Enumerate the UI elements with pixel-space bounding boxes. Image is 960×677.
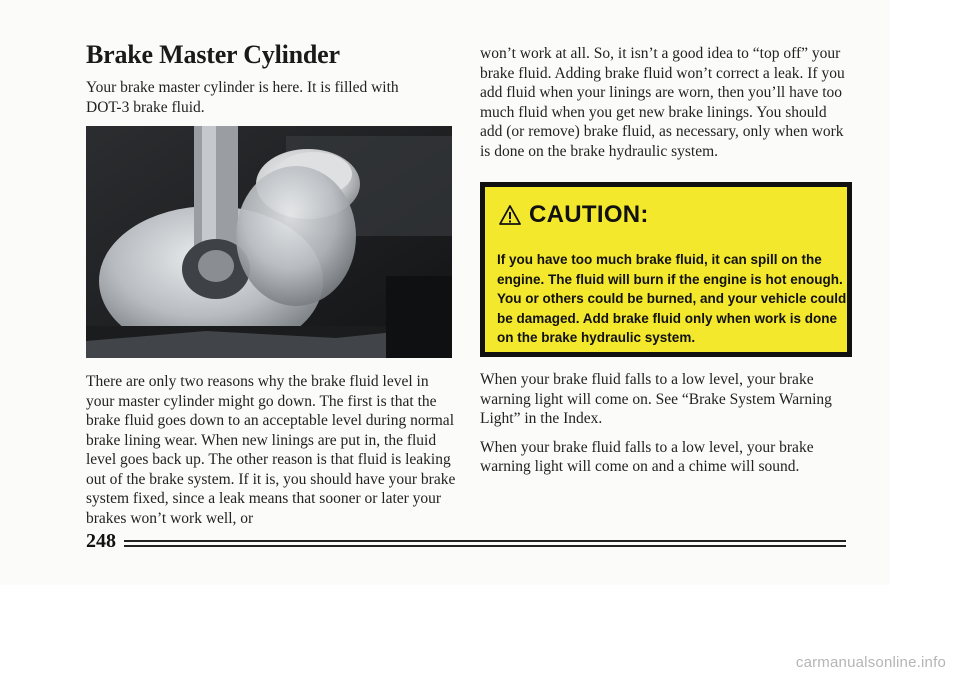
warning-triangle-icon bbox=[499, 205, 521, 225]
right-bottom-text bbox=[480, 370, 852, 477]
caution-box bbox=[480, 182, 852, 357]
caution-panel bbox=[485, 187, 847, 352]
warning-light-paragraph: When your brake fluid falls to a low level, your brake warning light will come on. See “Brake System Warning Light” in the Index. bbox=[480, 371, 832, 427]
caution-header bbox=[499, 201, 649, 229]
intro-paragraph: Your brake master cylinder is here. It is filled with DOT-3 brake fluid. bbox=[86, 79, 399, 116]
chime-paragraph: When your brake fluid falls to a low level, your brake warning light will come on and a chime will sound. bbox=[480, 438, 814, 475]
master-cylinder-photo bbox=[86, 126, 452, 358]
photo-illustration bbox=[86, 126, 452, 358]
caution-text: If you have too much brake fluid, it can spill on the engine. The fluid will burn if the engine is hot enough. You or others could be burned, and your vehicle could be damaged. Add brake fluid only when work is done on the brake hydraulic system. bbox=[497, 252, 847, 345]
left-column-header bbox=[86, 40, 458, 117]
top-off-paragraph: won’t work at all. So, it isn’t a good idea to “top off” your brake fluid. Adding brake fluid won’t correct a leak. If you add fluid when your linings are worn, then you’ll have too much fluid when you get new brake linings. You should add (or remove) brake fluid, as necessary, only when work is done on the brake hydraulic system. bbox=[480, 45, 845, 160]
right-column bbox=[480, 44, 852, 161]
footer-rule-bottom bbox=[124, 545, 846, 547]
site-watermark: carmanualsonline.info bbox=[795, 654, 946, 671]
left-body-text bbox=[86, 372, 456, 528]
page-footer bbox=[86, 531, 846, 551]
footer-rule-top bbox=[124, 540, 846, 542]
fluid-level-paragraph: There are only two reasons why the brake fluid level in your master cylinder might go down. The first is that the brake fluid goes down to an acceptable level during normal brake lining wear. When new linings are put in, the fluid level goes back up. The other reason is that fluid is leaking out of the brake system. If it is, you should have your brake system fixed, since a leak means that sooner or later your brakes won’t work well, or bbox=[86, 373, 456, 527]
page-number: 248 bbox=[86, 530, 116, 552]
section-title: Brake Master Cylinder bbox=[86, 40, 340, 69]
caution-title: CAUTION: bbox=[529, 201, 649, 228]
